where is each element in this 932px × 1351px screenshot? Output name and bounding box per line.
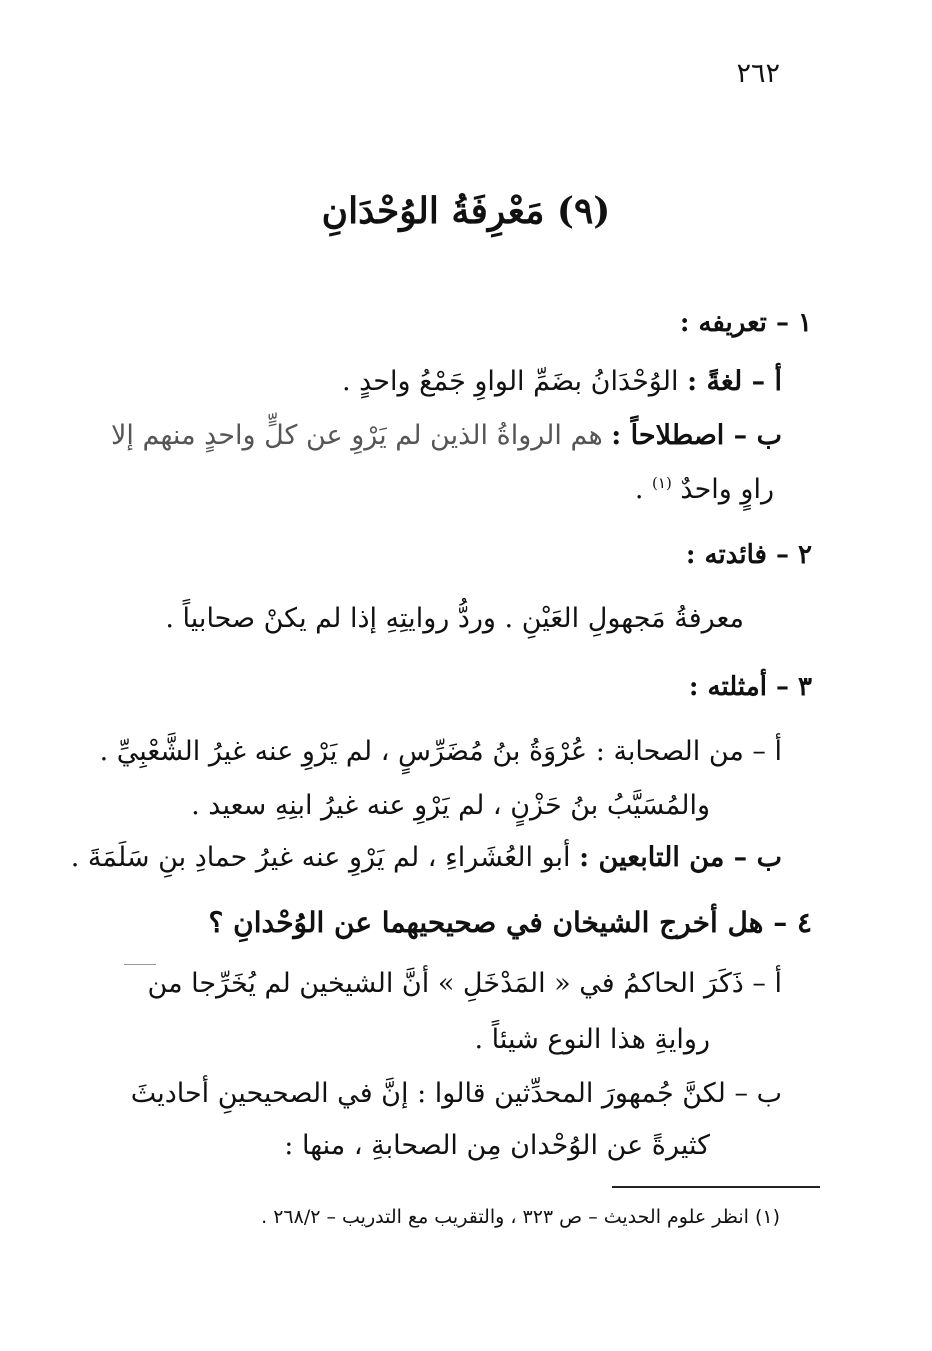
section3-b-label: ب – من التابعين : [579,842,782,873]
section4-b-line-1: ب – لكنَّ جُمهورَ المحدِّثين قالوا : إنَّ في الصحيحينِ أحاديثَ [130,1078,782,1109]
section2-text: معرفةُ مَجهولِ العَيْنِ . وردُّ روايتِهِ إذا لم يكنْ صحابياً . [165,603,744,634]
section1-b-text-1: هم الرواةُ الذين لم يَرْوِ عن كلٍّ واحدٍ منهم إلا [111,420,603,451]
footnote-text: (١) انظر علوم الحديث – ص ٣٢٣ ، والتقريب مع التدريب – ٢٦٨/٢ . [261,1206,780,1228]
footnote-ref: (١) [652,474,672,492]
section3-heading: ٣ – أمثلته : [688,672,812,702]
section1-a-label: أ – لغةً : [687,366,782,397]
section3-b-line [71,842,782,874]
page-number: ٢٦٢ [736,58,780,89]
section3-b-text: أبو العُشَراءِ ، لم يَرْوِ عنه غيرُ حمادِ بنِ سَلَمَةَ . [70,842,571,873]
section3-a-text: عُرْوَةُ بنُ مُضَرِّسٍ ، لم يَرْوِ عنه غيرُ الشَّعْبِيِّ . [99,736,588,767]
section1-b-text-end: . [634,474,644,505]
section1-heading: ١ – تعريفه : [679,308,812,338]
section1-a-text: الوُحْدَانُ بضَمِّ الواوِ جَمْعُ واحدٍ . [341,366,679,397]
section3-a-line [100,736,782,768]
section3-a-label: أ – من الصحابة : [595,736,782,767]
section4-a-line-2: روايةِ هذا النوع شيئاً . [474,1024,710,1055]
section4-b-line-2: كثيرةً عن الوُحْدان مِن الصحابةِ ، منها : [284,1130,710,1161]
section1-b-text-2: راوٍ واحدٌ [680,474,774,505]
section4-a-line-1: أ – ذَكَرَ الحاكمُ في « المَدْخَلِ » أنَّ الشيخين لم يُخَرِّجا من [147,968,782,999]
section1-b-line [111,420,782,452]
chapter-title: (٩) مَعْرِفَةُ الوُحْدَانِ [321,190,611,232]
section1-b-line-2 [635,474,774,506]
section4-heading: ٤ – هل أخرج الشيخان في صحيحيهما عن الوُحْدانِ ؟ [208,906,812,939]
footnote-rule [612,1186,820,1188]
section1-a-line [342,366,782,398]
section3-a-line-2: والمُسَيَّبُ بنُ حَزْنٍ ، لم يَرْوِ عنه غيرُ ابنِهِ سعيد . [191,790,710,821]
section1-b-label: ب – اصطلاحاً : [611,420,782,451]
top-left-mark [124,964,156,965]
section2-heading: ٢ – فائدته : [685,540,812,570]
